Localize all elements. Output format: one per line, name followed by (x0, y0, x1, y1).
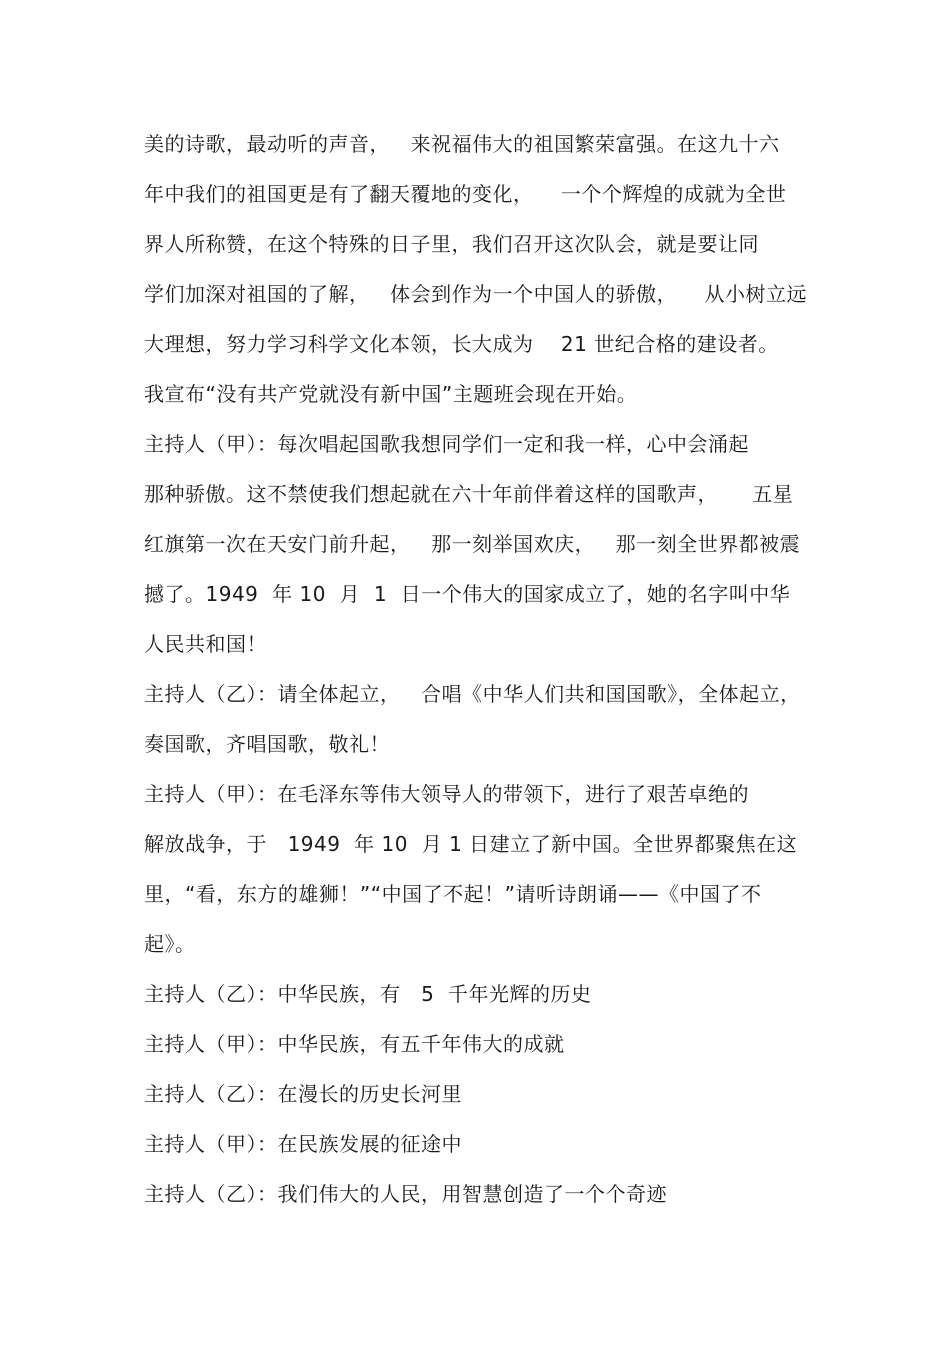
text-line: 学们加深对祖国的了解， 体会到作为一个中国人的骄傲， 从小树立远 (144, 282, 808, 306)
text-line: 那种骄傲。这不禁使我们想起就在六十年前伴着这样的国歌声， 五星 (144, 482, 794, 506)
text-line: 界人所称赞，在这个特殊的日子里，我们召开这次队会，就是要让同 (144, 232, 759, 256)
text-line: 年中我们的祖国更是有了翻天覆地的变化， 一个个辉煌的成就为全世 (144, 182, 787, 206)
text-line: 主持人（甲）：在民族发展的征途中 (144, 1132, 462, 1156)
text-line: 解放战争，于 1949 年 10 月 1 日建立了新中国。全世界都聚焦在这 (144, 832, 798, 856)
text-line: 主持人（甲）：每次唱起国歌我想同学们一定和我一样，心中会涌起 (144, 432, 749, 456)
text-line: 大理想，努力学习科学文化本领，长大成为 21 世纪合格的建设者。 (144, 332, 779, 356)
text-line: 里，“看，东方的雄狮！”“中国了不起！”请听诗朗诵——《中国了不 (144, 882, 762, 906)
text-line: 主持人（乙）：我们伟大的人民，用智慧创造了一个个奇迹 (144, 1182, 667, 1206)
text-line: 起》。 (144, 932, 196, 956)
text-line: 主持人（甲）：中华民族，有五千年伟大的成就 (144, 1032, 565, 1056)
text-line: 人民共和国！ (144, 632, 267, 656)
text-line: 主持人（乙）：在漫长的历史长河里 (144, 1082, 462, 1106)
text-line: 撼了。1949 年 10 月 1 日一个伟大的国家成立了，她的名字叫中华 (144, 582, 791, 606)
text-line: 主持人（乙）：请全体起立， 合唱《中华人们共和国国歌》，全体起立， (144, 682, 801, 706)
text-line: 主持人（甲）：在毛泽东等伟大领导人的带领下，进行了艰苦卓绝的 (144, 782, 749, 806)
text-line: 红旗第一次在天安门前升起， 那一刻举国欢庆， 那一刻全世界都被震 (144, 532, 801, 556)
text-line: 美的诗歌，最动听的声音， 来祝福伟大的祖国繁荣富强。在这九十六 (144, 132, 780, 156)
text-line: 奏国歌，齐唱国歌，敬礼！ (144, 732, 390, 756)
text-line: 我宣布“没有共产党就没有新中国”主题班会现在开始。 (144, 382, 638, 406)
text-line: 主持人（乙）：中华民族，有 5 千年光辉的历史 (144, 982, 592, 1006)
